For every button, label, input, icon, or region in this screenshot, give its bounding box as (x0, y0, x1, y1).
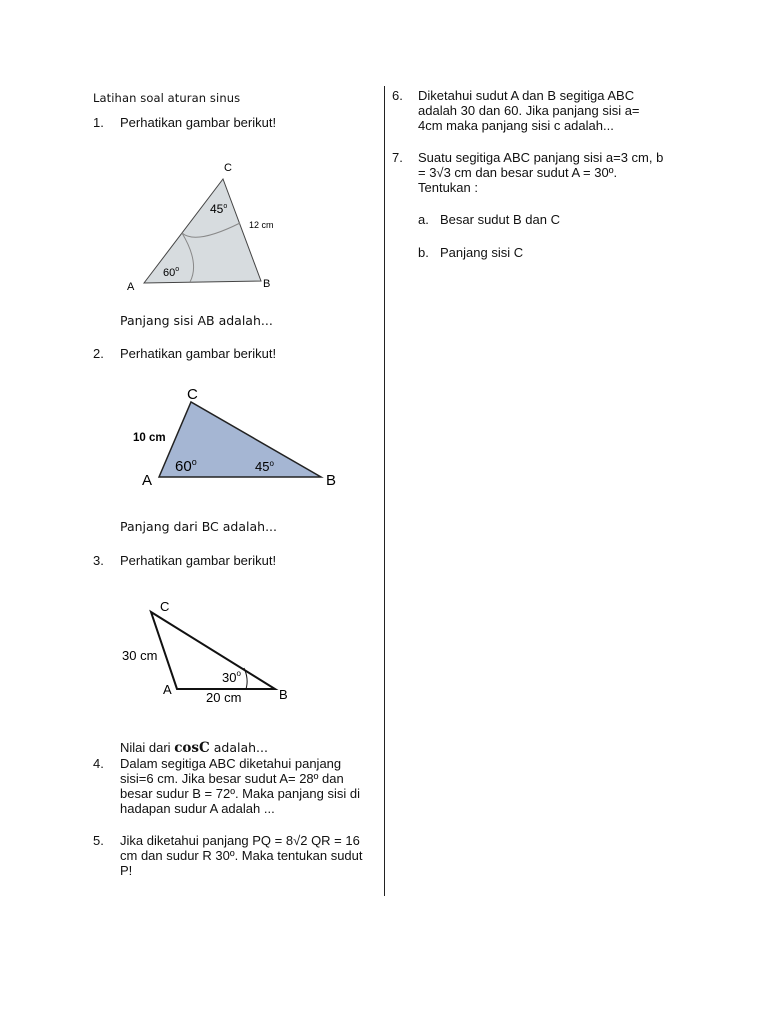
worksheet-title: Latihan soal aturan sinus (93, 91, 241, 105)
q2-label-a: A (142, 472, 153, 489)
q4-text: Dalam segitiga ABC diketahui panjang sisi=6 cm. Jika besar sudut A= 28º dan besar sudur B = 72º. Maka panjang sisi di hadapan sudur A adalah ... (120, 756, 360, 816)
q1-label-c: C (224, 162, 232, 174)
q2-angle-a: 60$^o$ (175, 457, 197, 475)
q3-side-ac: 30 cm (122, 648, 158, 663)
q2-answer-prompt: Panjang dari BC adalah... (120, 519, 277, 534)
q1-triangle-figure (120, 155, 290, 305)
q7-text: Suatu segitiga ABC panjang sisi a=3 cm, b = 3√3 cm dan besar sudut A = 30º. Tentukan : (418, 150, 664, 195)
q3-text: Perhatikan gambar berikut! (120, 553, 277, 568)
q4-number: 4. (93, 756, 104, 771)
q1-triangle (144, 179, 261, 283)
q2-side-ac: 10 cm (133, 432, 166, 444)
q7-sub-a-label: a. (418, 212, 429, 227)
q1-text: Perhatikan gambar berikut! (120, 115, 277, 130)
q3-triangle-figure (115, 594, 305, 709)
q3-answer-prompt: Nilai dari cosC adalah... (120, 740, 268, 756)
q1-side-cb: 12 cm (249, 220, 274, 230)
q6-text: Diketahui sudut A dan B segitiga ABC adalah 30 dan 60. Jika panjang sisi a= 4cm maka panjang sisi c adalah... (418, 88, 640, 133)
q5-text: Jika diketahui panjang PQ = 8√2 QR = 16 cm dan sudur R 30º. Maka tentukan sudut P! (120, 833, 363, 878)
q7-number: 7. (392, 150, 403, 165)
q3-side-ab: 20 cm (206, 690, 242, 705)
q7-sub-a: Besar sudut B dan C (440, 212, 560, 227)
q2-label-c: C (187, 386, 198, 403)
q1-label-a: A (127, 281, 135, 293)
q3-angle-b: 30$^o$ (222, 669, 241, 685)
q6-number: 6. (392, 88, 403, 103)
q1-angle-a: 60$^o$ (163, 266, 180, 279)
q2-angle-b: 45$^o$ (255, 459, 274, 474)
q1-number: 1. (93, 115, 104, 130)
q2-number: 2. (93, 346, 104, 361)
q3-label-b: B (279, 687, 288, 702)
q2-label-b: B (326, 472, 337, 489)
q3-label-c: C (160, 599, 170, 614)
q1-answer-prompt: Panjang sisi AB adalah... (120, 313, 273, 328)
q3-label-a: A (163, 682, 172, 697)
q7-sub-b-label: b. (418, 245, 429, 260)
q2-triangle-figure (130, 382, 350, 492)
q7-sub-b: Panjang sisi C (440, 245, 524, 260)
q3-triangle (151, 612, 275, 689)
q5-number: 5. (93, 833, 104, 848)
q1-label-b: B (263, 278, 271, 290)
q3-number: 3. (93, 553, 104, 568)
q2-text: Perhatikan gambar berikut! (120, 346, 277, 361)
column-divider (384, 86, 385, 896)
q1-angle-c: 45$^o$ (210, 202, 228, 216)
